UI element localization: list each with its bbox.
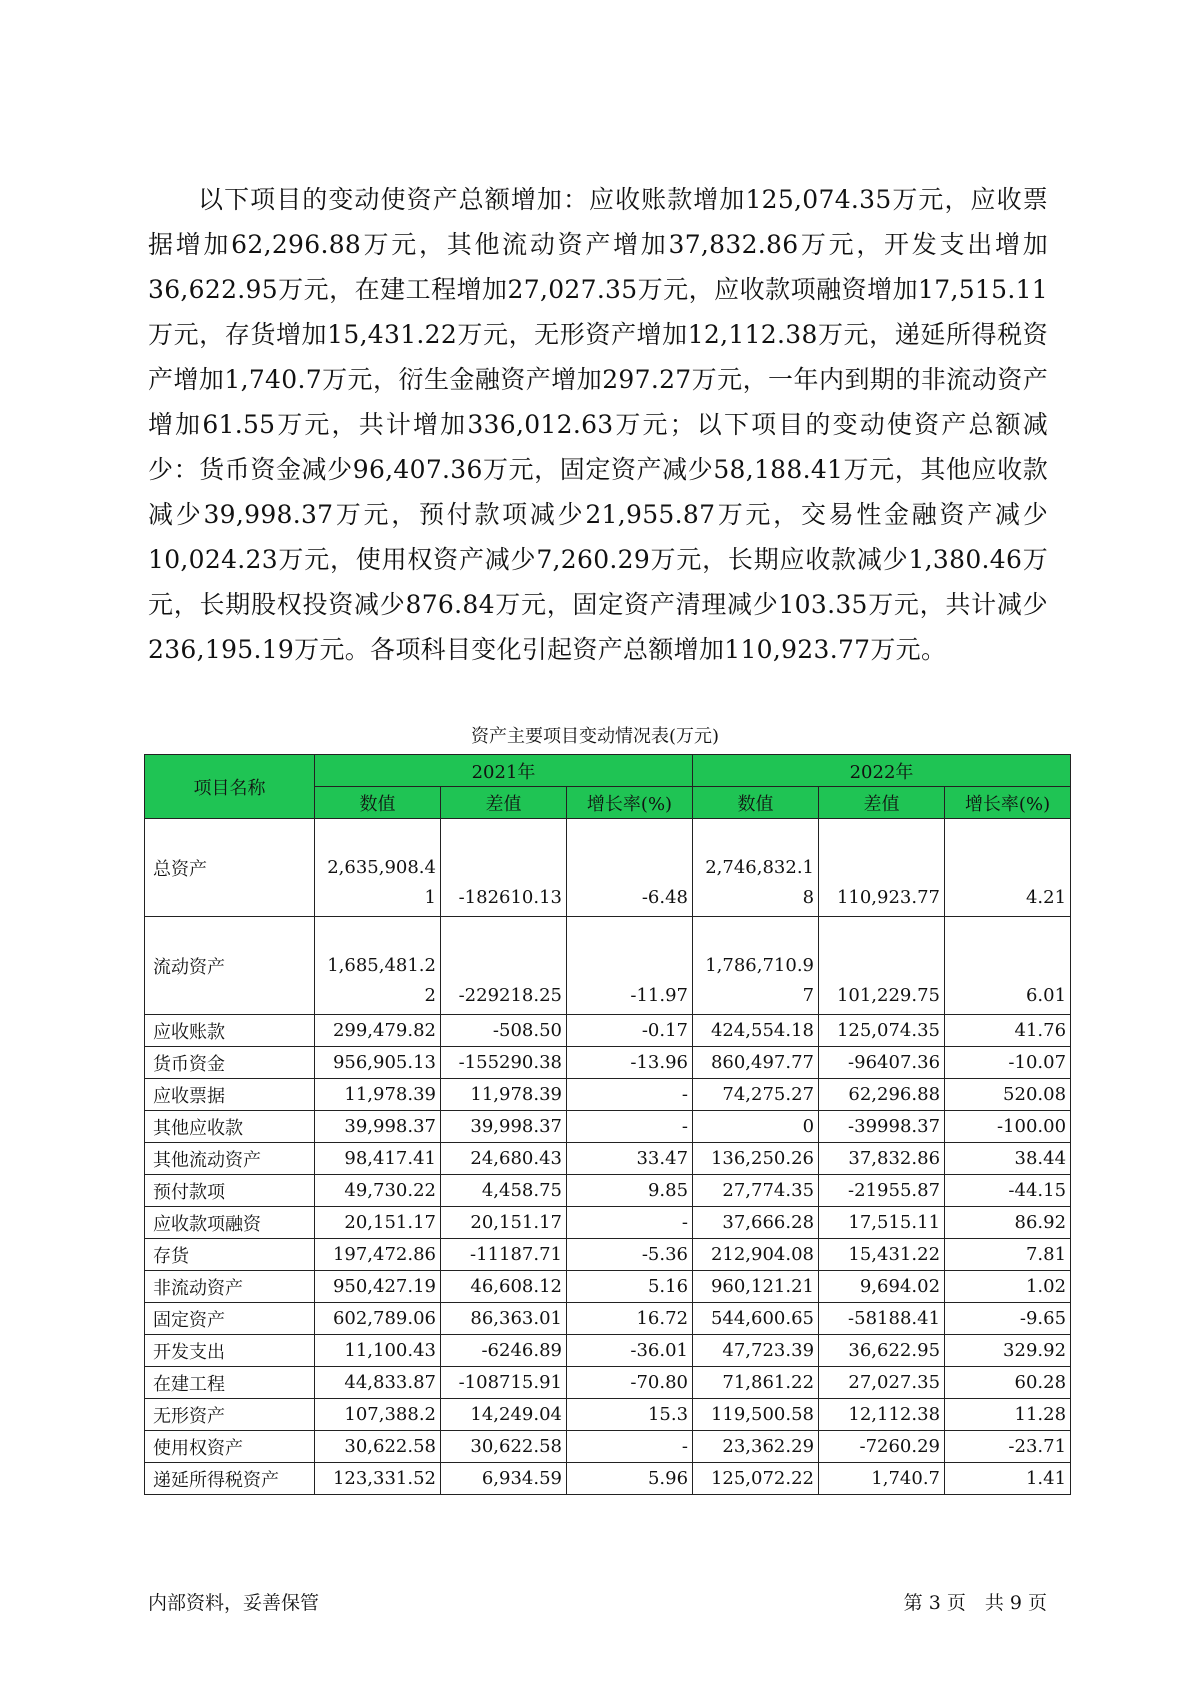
cell-rate-2021: -0.17 xyxy=(567,1015,693,1047)
cell-rate-2021: 5.16 xyxy=(567,1271,693,1303)
cell-value-2021: 107,388.2 xyxy=(315,1399,441,1431)
cell-diff-2022: 27,027.35 xyxy=(819,1367,945,1399)
cell-diff-2021: 86,363.01 xyxy=(441,1303,567,1335)
cell-rate-2021: -13.96 xyxy=(567,1047,693,1079)
row-item-name: 存货 xyxy=(145,1239,315,1271)
header-year-2021: 2021年 xyxy=(315,755,693,787)
cell-rate-2021: 9.85 xyxy=(567,1175,693,1207)
cell-diff-2022: 17,515.11 xyxy=(819,1207,945,1239)
cell-rate-2021: - xyxy=(567,1079,693,1111)
cell-rate-2021: - xyxy=(567,1207,693,1239)
cell-rate-2021: -11.97 xyxy=(567,917,693,1015)
header-year-2022: 2022年 xyxy=(693,755,1071,787)
cell-rate-2022: -23.71 xyxy=(945,1431,1071,1463)
row-item-name: 固定资产 xyxy=(145,1303,315,1335)
header-value-2022: 数值 xyxy=(693,787,819,819)
cell-rate-2022: 41.76 xyxy=(945,1015,1071,1047)
row-item-name: 应收票据 xyxy=(145,1079,315,1111)
cell-diff-2021: -508.50 xyxy=(441,1015,567,1047)
table-row xyxy=(145,1079,1071,1111)
cell-value-2022: 37,666.28 xyxy=(693,1207,819,1239)
cell-diff-2021: 11,978.39 xyxy=(441,1079,567,1111)
cell-rate-2022: 60.28 xyxy=(945,1367,1071,1399)
row-item-name: 开发支出 xyxy=(145,1335,315,1367)
cell-rate-2021: -6.48 xyxy=(567,819,693,917)
cell-value-2021: 20,151.17 xyxy=(315,1207,441,1239)
table-row xyxy=(145,1111,1071,1143)
cell-rate-2021: 33.47 xyxy=(567,1143,693,1175)
header-rate-2021: 增长率(%) xyxy=(567,787,693,819)
table-row xyxy=(145,1015,1071,1047)
cell-diff-2021: 30,622.58 xyxy=(441,1431,567,1463)
cell-rate-2022: 38.44 xyxy=(945,1143,1071,1175)
cell-diff-2021: -11187.71 xyxy=(441,1239,567,1271)
header-item-name: 项目名称 xyxy=(145,755,315,819)
row-item-name: 递延所得税资产 xyxy=(145,1463,315,1495)
cell-value-2022: 47,723.39 xyxy=(693,1335,819,1367)
cell-rate-2021: -36.01 xyxy=(567,1335,693,1367)
cell-value-2022: 119,500.58 xyxy=(693,1399,819,1431)
cell-value-2021: 49,730.22 xyxy=(315,1175,441,1207)
row-item-name: 货币资金 xyxy=(145,1047,315,1079)
cell-rate-2022: -10.07 xyxy=(945,1047,1071,1079)
cell-rate-2022: 86.92 xyxy=(945,1207,1071,1239)
table-row xyxy=(145,1271,1071,1303)
cell-diff-2022: 12,112.38 xyxy=(819,1399,945,1431)
row-item-name: 其他流动资产 xyxy=(145,1143,315,1175)
cell-value-2022: 27,774.35 xyxy=(693,1175,819,1207)
cell-value-2021: 1,685,481.22 xyxy=(315,917,441,1015)
table-row xyxy=(145,1143,1071,1175)
cell-rate-2021: 16.72 xyxy=(567,1303,693,1335)
cell-value-2022: 212,904.08 xyxy=(693,1239,819,1271)
cell-rate-2022: 11.28 xyxy=(945,1399,1071,1431)
row-item-name: 应收账款 xyxy=(145,1015,315,1047)
cell-value-2021: 44,833.87 xyxy=(315,1367,441,1399)
cell-value-2021: 11,978.39 xyxy=(315,1079,441,1111)
cell-value-2021: 299,479.82 xyxy=(315,1015,441,1047)
cell-diff-2021: -108715.91 xyxy=(441,1367,567,1399)
cell-value-2022: 125,072.22 xyxy=(693,1463,819,1495)
cell-diff-2021: 6,934.59 xyxy=(441,1463,567,1495)
cell-value-2021: 950,427.19 xyxy=(315,1271,441,1303)
cell-diff-2022: 9,694.02 xyxy=(819,1271,945,1303)
header-diff-2022: 差值 xyxy=(819,787,945,819)
cell-diff-2022: 37,832.86 xyxy=(819,1143,945,1175)
cell-diff-2021: 24,680.43 xyxy=(441,1143,567,1175)
header-value-2021: 数值 xyxy=(315,787,441,819)
cell-diff-2022: 62,296.88 xyxy=(819,1079,945,1111)
cell-rate-2022: 520.08 xyxy=(945,1079,1071,1111)
cell-diff-2021: 14,249.04 xyxy=(441,1399,567,1431)
cell-rate-2022: 1.41 xyxy=(945,1463,1071,1495)
cell-rate-2021: - xyxy=(567,1111,693,1143)
cell-value-2022: 71,861.22 xyxy=(693,1367,819,1399)
table-row xyxy=(145,1239,1071,1271)
cell-rate-2022: 7.81 xyxy=(945,1239,1071,1271)
cell-diff-2022: 110,923.77 xyxy=(819,819,945,917)
cell-diff-2021: -229218.25 xyxy=(441,917,567,1015)
cell-value-2022: 424,554.18 xyxy=(693,1015,819,1047)
cell-rate-2022: 4.21 xyxy=(945,819,1071,917)
cell-diff-2022: 101,229.75 xyxy=(819,917,945,1015)
cell-diff-2021: -6246.89 xyxy=(441,1335,567,1367)
cell-rate-2022: 1.02 xyxy=(945,1271,1071,1303)
table-row xyxy=(145,1303,1071,1335)
cell-rate-2021: 15.3 xyxy=(567,1399,693,1431)
cell-diff-2022: -39998.37 xyxy=(819,1111,945,1143)
table-row xyxy=(145,1431,1071,1463)
cell-value-2022: 23,362.29 xyxy=(693,1431,819,1463)
asset-change-table xyxy=(144,754,1071,1495)
row-item-name: 使用权资产 xyxy=(145,1431,315,1463)
table-row xyxy=(145,1175,1071,1207)
summary-paragraph: 以下项目的变动使资产总额增加：应收账款增加125,074.35万元，应收票据增加62,296.88万元，其他流动资产增加37,832.86万元，开发支出增加36,622.95万元，在建工程增加27,027.35万元，应收款项融资增加17,515.11万元，存货增加15,431.22万元，无形资产增加12,112.38万元，递延所得税资产增加1,740.7万元，衍生金融资产增加297.27万元，一年内到期的非流动资产增加61.55万元，共计增加336,012.63万元；以下项目的变动使资产总额减少：货币资金减少96,407.36万元，固定资产减少58,188.41万元，其他应收款减少39,998.37万元，预付款项减少21,955.87万元，交易性金融资产减少10,024.23万元，使用权资产减少7,260.29万元，长期应收款减少1,380.46万元，长期股权投资减少876.84万元，固定资产清理减少103.35万元，共计减少236,195.19万元。各项科目变化引起资产总额增加110,923.77万元。 xyxy=(148,185,1048,664)
cell-diff-2021: -182610.13 xyxy=(441,819,567,917)
table-row xyxy=(145,1367,1071,1399)
footer-confidential-note: 内部资料，妥善保管 xyxy=(148,1592,320,1614)
cell-value-2022: 136,250.26 xyxy=(693,1143,819,1175)
cell-value-2021: 197,472.86 xyxy=(315,1239,441,1271)
cell-value-2022: 1,786,710.97 xyxy=(693,917,819,1015)
cell-value-2022: 860,497.77 xyxy=(693,1047,819,1079)
cell-value-2021: 123,331.52 xyxy=(315,1463,441,1495)
row-item-name: 无形资产 xyxy=(145,1399,315,1431)
cell-diff-2022: 125,074.35 xyxy=(819,1015,945,1047)
table-body xyxy=(145,819,1071,1495)
table-row xyxy=(145,1463,1071,1495)
table-row xyxy=(145,1207,1071,1239)
cell-value-2021: 30,622.58 xyxy=(315,1431,441,1463)
row-item-name: 应收款项融资 xyxy=(145,1207,315,1239)
cell-value-2022: 960,121.21 xyxy=(693,1271,819,1303)
footer-page-number: 第 3 页 共 9 页 xyxy=(903,1592,1047,1614)
row-item-name: 流动资产 xyxy=(145,917,315,1015)
row-item-name: 其他应收款 xyxy=(145,1111,315,1143)
table-row xyxy=(145,819,1071,917)
cell-diff-2022: 15,431.22 xyxy=(819,1239,945,1271)
cell-diff-2022: 36,622.95 xyxy=(819,1335,945,1367)
cell-diff-2022: -7260.29 xyxy=(819,1431,945,1463)
header-rate-2022: 增长率(%) xyxy=(945,787,1071,819)
cell-value-2022: 74,275.27 xyxy=(693,1079,819,1111)
cell-value-2022: 2,746,832.18 xyxy=(693,819,819,917)
cell-value-2022: 0 xyxy=(693,1111,819,1143)
cell-value-2021: 98,417.41 xyxy=(315,1143,441,1175)
cell-value-2021: 2,635,908.41 xyxy=(315,819,441,917)
cell-rate-2021: 5.96 xyxy=(567,1463,693,1495)
cell-diff-2021: -155290.38 xyxy=(441,1047,567,1079)
cell-value-2021: 39,998.37 xyxy=(315,1111,441,1143)
cell-rate-2022: 6.01 xyxy=(945,917,1071,1015)
cell-value-2021: 956,905.13 xyxy=(315,1047,441,1079)
table-caption: 资产主要项目变动情况表(万元) xyxy=(470,726,720,747)
cell-diff-2022: -58188.41 xyxy=(819,1303,945,1335)
cell-diff-2021: 39,998.37 xyxy=(441,1111,567,1143)
cell-rate-2022: -100.00 xyxy=(945,1111,1071,1143)
row-item-name: 预付款项 xyxy=(145,1175,315,1207)
cell-diff-2022: 1,740.7 xyxy=(819,1463,945,1495)
cell-rate-2021: - xyxy=(567,1431,693,1463)
cell-value-2022: 544,600.65 xyxy=(693,1303,819,1335)
cell-diff-2022: -96407.36 xyxy=(819,1047,945,1079)
table-row xyxy=(145,1399,1071,1431)
cell-rate-2022: -9.65 xyxy=(945,1303,1071,1335)
cell-rate-2022: 329.92 xyxy=(945,1335,1071,1367)
row-item-name: 在建工程 xyxy=(145,1367,315,1399)
header-diff-2021: 差值 xyxy=(441,787,567,819)
cell-value-2021: 602,789.06 xyxy=(315,1303,441,1335)
cell-rate-2022: -44.15 xyxy=(945,1175,1071,1207)
cell-rate-2021: -5.36 xyxy=(567,1239,693,1271)
table-row xyxy=(145,917,1071,1015)
cell-diff-2021: 46,608.12 xyxy=(441,1271,567,1303)
cell-diff-2021: 20,151.17 xyxy=(441,1207,567,1239)
cell-diff-2022: -21955.87 xyxy=(819,1175,945,1207)
cell-rate-2021: -70.80 xyxy=(567,1367,693,1399)
table-row xyxy=(145,1335,1071,1367)
cell-value-2021: 11,100.43 xyxy=(315,1335,441,1367)
row-item-name: 非流动资产 xyxy=(145,1271,315,1303)
row-item-name: 总资产 xyxy=(145,819,315,917)
table-row xyxy=(145,1047,1071,1079)
cell-diff-2021: 4,458.75 xyxy=(441,1175,567,1207)
